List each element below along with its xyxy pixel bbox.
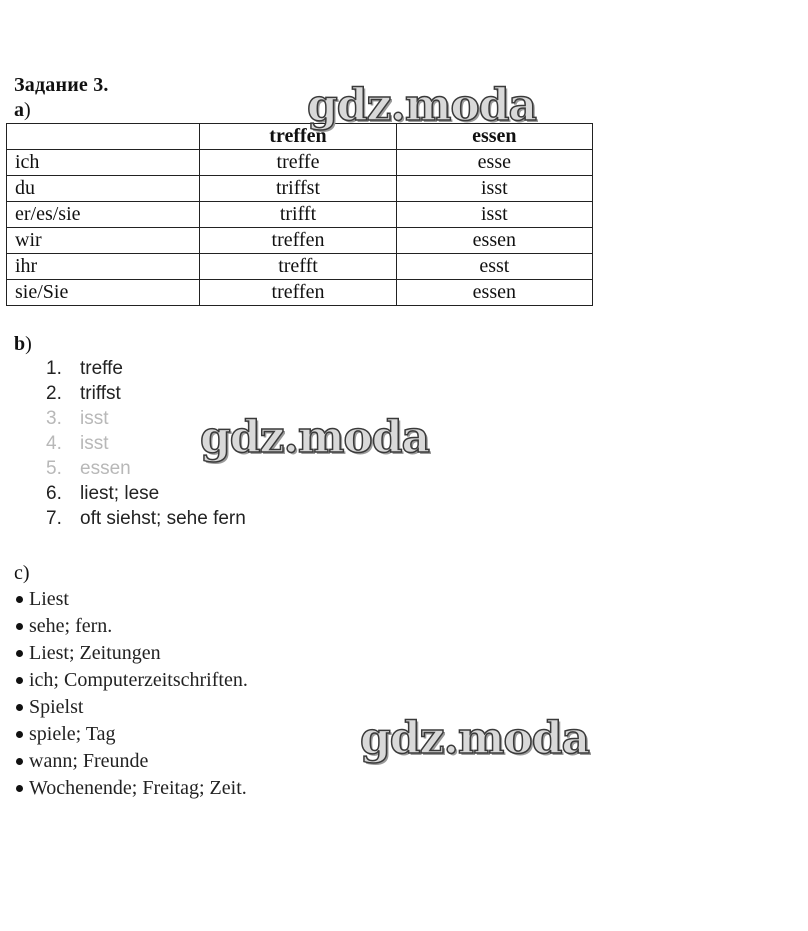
list-item <box>14 748 248 775</box>
list-item <box>14 775 248 802</box>
pronoun-cell: sie/Sie <box>7 280 200 306</box>
item-number: 7. <box>46 508 62 529</box>
bullet-icon <box>16 623 23 630</box>
task-title: Задание 3. <box>14 74 109 96</box>
item-text: spiele; Tag <box>29 723 116 745</box>
item-text: ich; Computerzeitschriften. <box>29 669 248 691</box>
section-c-label <box>14 562 30 585</box>
treffen-cell: trifft <box>200 202 396 228</box>
item-number: 2. <box>46 383 62 404</box>
item-text: triffst <box>80 383 121 404</box>
item-text: sehe; fern. <box>29 615 113 637</box>
watermark-logo: gdz.moda <box>360 713 590 764</box>
pronoun-cell: ich <box>7 150 200 176</box>
treffen-cell: treffen <box>200 228 396 254</box>
pronoun-cell: du <box>7 176 200 202</box>
list-item <box>14 721 248 748</box>
list-item <box>14 613 248 640</box>
table-row <box>7 202 593 228</box>
pronoun-cell: er/es/sie <box>7 202 200 228</box>
treffen-cell: treffe <box>200 150 396 176</box>
item-text: liest; lese <box>80 483 160 504</box>
section-b-label <box>14 333 32 356</box>
header-essen: essen <box>396 124 592 150</box>
list-item <box>46 506 246 531</box>
essen-cell: esst <box>396 254 592 280</box>
item-text: Wochenende; Freitag; Zeit. <box>29 777 247 799</box>
table-row <box>7 176 593 202</box>
bullet-icon <box>16 704 23 711</box>
essen-cell: essen <box>396 280 592 306</box>
item-text: Spielst <box>29 696 84 718</box>
item-text: treffe <box>80 358 123 379</box>
answer-list-c <box>14 586 248 802</box>
table-row <box>7 254 593 280</box>
list-item <box>46 481 246 506</box>
table-row <box>7 280 593 306</box>
list-item <box>14 586 248 613</box>
bullet-icon <box>16 650 23 657</box>
essen-cell: isst <box>396 176 592 202</box>
item-number: 4. <box>46 433 62 454</box>
item-text: oft siehst; sehe fern <box>80 508 246 529</box>
item-number: 6. <box>46 483 62 504</box>
item-text: isst <box>80 408 109 429</box>
list-item <box>46 356 246 381</box>
header-pronoun <box>7 124 200 150</box>
section-b-letter: b <box>14 333 26 355</box>
item-text: essen <box>80 458 131 479</box>
list-item <box>14 667 248 694</box>
bullet-icon <box>16 731 23 738</box>
section-b-paren: ) <box>25 333 32 355</box>
treffen-cell: triffst <box>200 176 396 202</box>
list-item <box>46 381 246 406</box>
pronoun-cell: wir <box>7 228 200 254</box>
essen-cell: isst <box>396 202 592 228</box>
list-item <box>14 640 248 667</box>
item-text: Liest <box>29 588 69 610</box>
bullet-icon <box>16 596 23 603</box>
treffen-cell: treffen <box>200 280 396 306</box>
item-text: wann; Freunde <box>29 750 149 772</box>
section-a-label <box>14 99 31 122</box>
list-item <box>14 694 248 721</box>
treffen-cell: trefft <box>200 254 396 280</box>
conjugation-table <box>6 123 593 306</box>
section-c-letter: c <box>14 562 23 584</box>
essen-cell: essen <box>396 228 592 254</box>
section-c-paren: ) <box>22 562 30 584</box>
table-row <box>7 150 593 176</box>
item-text: Liest; Zeitungen <box>29 642 161 664</box>
header-treffen: treffen <box>200 124 396 150</box>
section-a-paren: ) <box>24 99 31 121</box>
essen-cell: esse <box>396 150 592 176</box>
item-number: 1. <box>46 358 62 379</box>
pronoun-cell: ihr <box>7 254 200 280</box>
item-number: 5. <box>46 458 62 479</box>
bullet-icon <box>16 785 23 792</box>
bullet-icon <box>16 677 23 684</box>
item-text: isst <box>80 433 109 454</box>
watermark-logo: gdz.moda <box>200 412 430 463</box>
table-row <box>7 228 593 254</box>
section-a-letter: a <box>14 99 24 121</box>
watermark-logo: gdz.moda <box>307 80 537 131</box>
bullet-icon <box>16 758 23 765</box>
item-number: 3. <box>46 408 62 429</box>
